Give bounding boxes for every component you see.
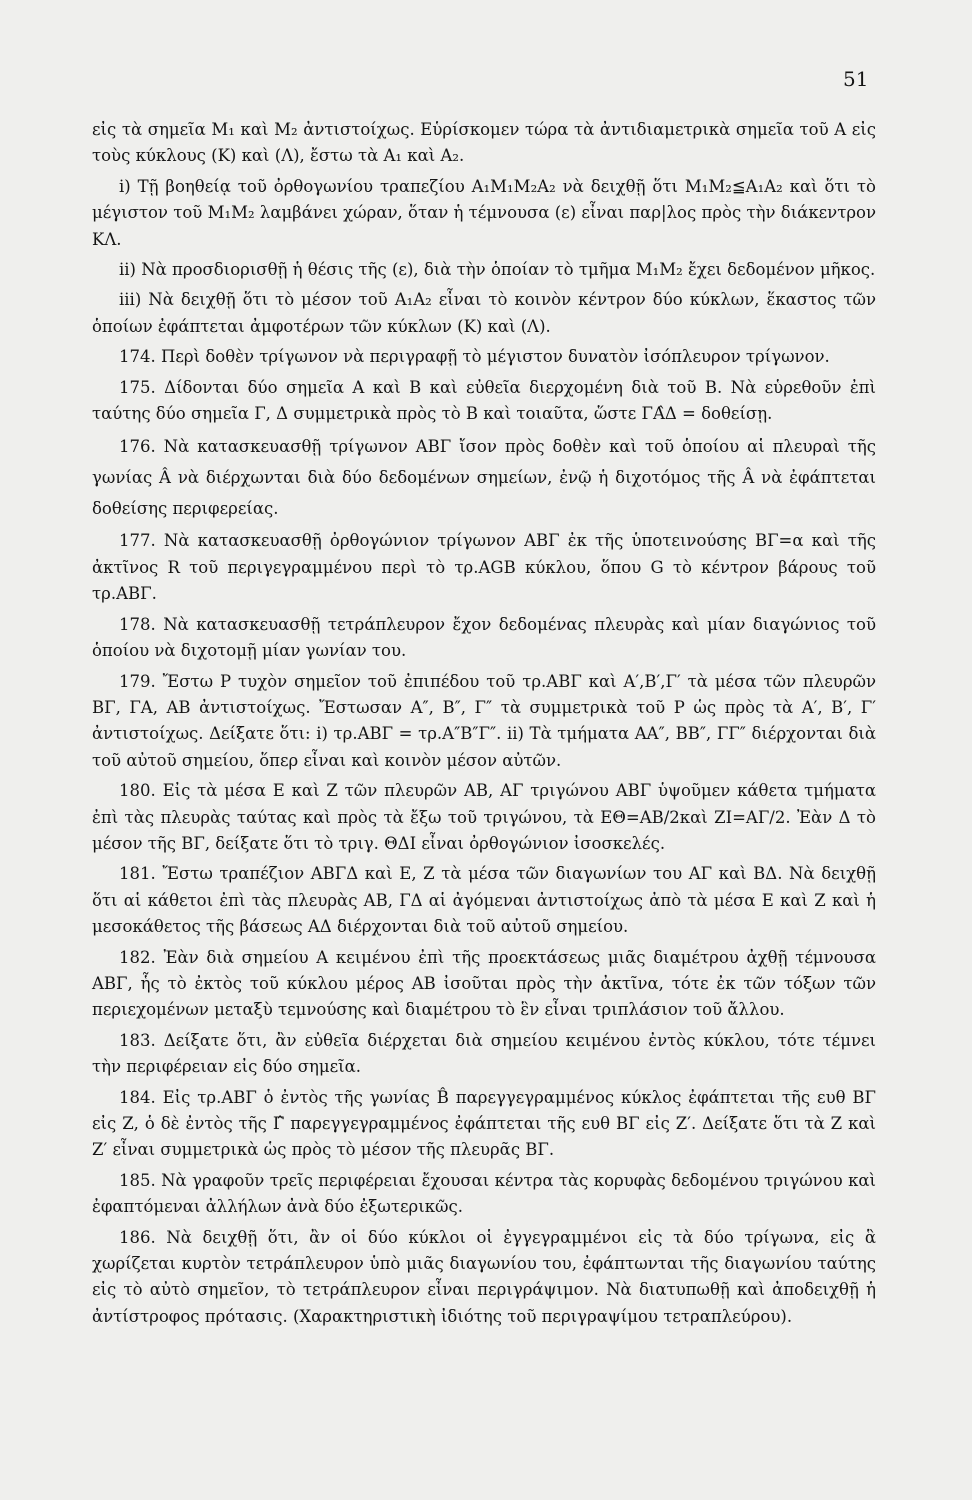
exercise-179: 179. Ἔστω Ρ τυχὸν σημεῖον τοῦ ἐπιπέδου τοῦ τρ.ΑΒΓ καὶ Α′,Β′,Γ′ τὰ μέσα τῶν πλευρῶν ΒΓ, ΓΑ, ΑΒ ἀντιστοίχως. Ἔστωσαν Α″, Β″, Γ″ τὰ συμμετρικὰ τοῦ Ρ ὡς πρὸς τὰ Α′, Β′, Γ′ ἀντιστοίχως. Δείξατε ὅτι: i) τρ.ΑΒΓ = τρ.Α″Β″Γ″. ii) Τὰ τμήματα ΑΑ″, ΒΒ″, ΓΓ″ διέρχονται διὰ τοῦ αὐτοῦ σημείου, ὅπερ εἶναι καὶ κοινὸν μέσον αὐτῶν. <box>92 671 876 770</box>
exercise-184: 184. Εἰς τρ.ΑΒΓ ὁ ἐντὸς τῆς γωνίας B̂ παρεγγεγραμμένος κύκλος ἐφάπτεται τῆς ευθ ΒΓ εἰς Ζ, ὁ δὲ ἐντὸς τῆς Γ̂ παρεγγεγραμμένος ἐφάπτεται τῆς ευθ ΒΓ εἰς Ζ′. Δείξατε ὅτι τὰ Ζ καὶ Ζ′ εἶναι συμμετρικὰ ὡς πρὸς τὸ μέσον τῆς πλευρᾶς ΒΓ. <box>92 1087 876 1160</box>
exercise-174: 174. Περὶ δοθὲν τρίγωνον νὰ περιγραφῇ τὸ μέγιστον δυνατὸν ἰσόπλευρον τρίγωνον. <box>119 347 830 367</box>
exercise-185: 185. Νὰ γραφοῦν τρεῖς περιφέρειαι ἔχουσαι κέντρα τὰς κορυφὰς δεδομένου τριγώνου καὶ ἐφαπτόμεναι ἀλλήλων ἀνὰ δύο ἐξωτερικῶς. <box>92 1170 876 1217</box>
exercise-180: 180. Εἰς τὰ μέσα Ε καὶ Ζ τῶν πλευρῶν ΑΒ, ΑΓ τριγώνου ΑΒΓ ὑψοῦμεν κάθετα τμήματα ἐπὶ τὰς πλευρὰς ταύτας καὶ πρὸς τὰ ἔξω τοῦ τριγώνου, τὰ ΕΘ=ΑΒ/2καὶ ΖΙ=ΑΓ/2. Ἐὰν Δ τὸ μέσον τῆς ΒΓ, δείξατε ὅτι τὸ τριγ. ΘΔΙ εἶναι ὀρθογώνιον ἰσοσκελές. <box>92 781 876 853</box>
exercise-177: 177. Νὰ κατασκευασθῇ ὀρθογώνιον τρίγωνον ΑΒΓ ἐκ τῆς ὑποτεινούσης ΒΓ=α καὶ τῆς ἀκτῖνος R τοῦ περιγεγραμμένου περὶ τὸ τρ.AGB κύκλου, ὅπου G τὸ κέντρον βάρους τοῦ τρ.ΑΒΓ. <box>92 531 876 604</box>
paragraph-part-iii: iii) Νὰ δειχθῇ ὅτι τὸ μέσον τοῦ Α₁Α₂ εἶναι τὸ κοινὸν κέντρον δύο κύκλων, ἕκαστος τῶν ὁποίων ἐφάπτεται ἀμφοτέρων τῶν κύκλων (Κ) καὶ (Λ). <box>92 290 876 336</box>
paragraph-part-ii: ii) Νὰ προσδιορισθῇ ἡ θέσις τῆς (ε), διὰ τὴν ὁποίαν τὸ τμῆμα Μ₁Μ₂ ἔχει δεδομένον μῆκος. <box>119 260 876 280</box>
exercise-176: 176. Νὰ κατασκευασθῇ τρίγωνον ΑΒΓ ἴσον πρὸς δοθὲν καὶ τοῦ ὁποίου αἱ πλευραὶ τῆς γωνίας Â νὰ διέρχωνται διὰ δύο δεδομένων σημείων, ἐνῷ ἡ διχοτόμος τῆς Â νὰ ἐφάπτεται δοθείσης περιφερείας. <box>92 437 876 519</box>
exercise-181: 181. Ἔστω τραπέζιον ΑΒΓΔ καὶ Ε, Ζ τὰ μέσα τῶν διαγωνίων του ΑΓ καὶ ΒΔ. Νὰ δειχθῇ ὅτι αἱ κάθετοι ἐπὶ τὰς πλευρὰς ΑΒ, ΓΔ αἱ ἀγόμεναι ἀντιστοίχως ἀπὸ τὰ μέσα Ε καὶ Ζ καὶ ἡ μεσοκάθετος τῆς βάσεως ΑΔ διέρχονται διὰ τοῦ αὐτοῦ σημείου. <box>92 864 876 937</box>
exercise-186: 186. Νὰ δειχθῇ ὅτι, ἂν οἱ δύο κύκλοι οἱ ἐγγεγραμμένοι εἰς τὰ δύο τρίγωνα, εἰς ἃ χωρίζεται κυρτὸν τετράπλευρον ὑπὸ μιᾶς διαγωνίου του, ἐφάπτωνται τῆς διαγωνίου ταύτης εἰς τὸ αὐτὸ σημεῖον, τὸ τετράπλευρον εἶναι περιγράψιμον. Νὰ διατυπωθῇ καὶ ἀποδειχθῇ ἡ ἀντίστροφος πρότασις. (Χαρακτηριστικὴ ἰδιότης τοῦ περιγραψίμου τετραπλεύρου). <box>92 1227 876 1326</box>
page-body <box>92 117 876 1334</box>
paragraph-part-i: i) Τῇ βοηθείᾳ τοῦ ὀρθογωνίου τραπεζίου Α₁Μ₁Μ₂Α₂ νὰ δειχθῇ ὅτι Μ₁Μ₂≦Α₁Α₂ καὶ ὅτι τὸ μέγιστον τοῦ Μ₁Μ₂ λαμβάνει χώραν, ὅταν ἡ τέμνουσα (ε) εἶναι παρ|λος πρὸς τὴν διάκεντρον ΚΛ. <box>92 176 876 249</box>
paragraph-continuation: εἰς τὰ σημεῖα Μ₁ καὶ Μ₂ ἀντιστοίχως. Εὑρίσκομεν τώρα τὰ ἀντιδιαμετρικὰ σημεῖα τοῦ Α εἰς τοὺς κύκλους (Κ) καὶ (Λ), ἔστω τὰ Α₁ καὶ Α₂. <box>92 120 876 166</box>
exercise-178: 178. Νὰ κατασκευασθῇ τετράπλευρον ἔχον δεδομένας πλευρὰς καὶ μίαν διαγώνιος τοῦ ὁποίου νὰ διχοτομῇ μίαν γωνίαν του. <box>92 614 876 661</box>
exercise-175: 175. Δίδονται δύο σημεῖα Α καὶ Β καὶ εὐθεῖα διερχομένη διὰ τοῦ Β. Νὰ εὑρεθοῦν ἐπὶ ταύτης δύο σημεῖα Γ, Δ συμμετρικὰ πρὸς τὸ Β καὶ τοιαῦτα, ὥστε ΓΑ̂Δ = δοθείσῃ. <box>92 377 876 424</box>
exercise-183: 183. Δείξατε ὅτι, ἂν εὐθεῖα διέρχεται διὰ σημείου κειμένου ἐντὸς κύκλου, τότε τέμνει τὴν περιφέρειαν εἰς δύο σημεῖα. <box>92 1030 876 1077</box>
exercise-182: 182. Ἐὰν διὰ σημείου Α κειμένου ἐπὶ τῆς προεκτάσεως μιᾶς διαμέτρου ἀχθῇ τέμνουσα ΑΒΓ, ἧς τὸ ἐκτὸς τοῦ κύκλου μέρος ΑΒ ἰσοῦται πρὸς τὴν ἀκτῖνα, τότε ἐκ τῶν τόξων τῶν περιεχομένων μεταξὺ τεμνούσης καὶ διαμέτρου τὸ ἓν εἶναι τριπλάσιον τοῦ ἄλλου. <box>92 947 876 1020</box>
page-number: 51 <box>843 67 869 91</box>
